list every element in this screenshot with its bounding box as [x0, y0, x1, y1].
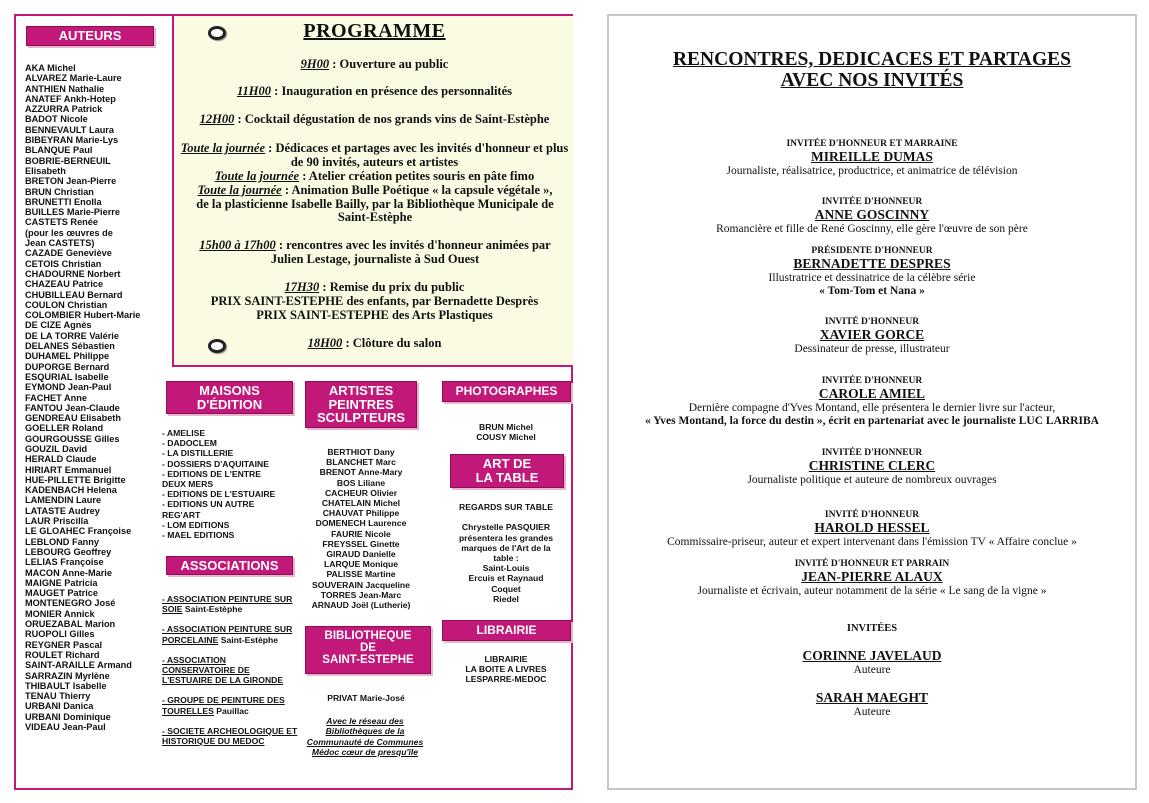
guest-desc: Romancière et fille de René Goscinny, elle gère l'œuvre de son père — [716, 223, 1028, 235]
guest-role: INVITÉ D'HONNEUR — [824, 317, 920, 327]
auteur-name: SAINT-ARAILLE Armand — [25, 660, 132, 671]
association-item: - ASSOCIATION PEINTURE SUR SOIE Saint-Estèphe — [162, 594, 293, 615]
maison-item: DEUX MERS — [162, 479, 214, 490]
guest-desc: « Yves Montand, la force du destin », écrit en partenariat avec le journaliste LUC LARRIBA — [645, 415, 1099, 427]
auteur-name: BENNEVAULT Laura — [25, 124, 114, 135]
artiste-name: ARNAUD Joël (Lutherie) — [311, 600, 411, 611]
guest-desc: « Tom-Tom et Nana » — [819, 285, 925, 297]
auteur-name: GOELLER Roland — [25, 423, 104, 434]
auteur-name: (pour les œuvres de — [25, 227, 113, 238]
maison-item: - DOSSIERS D'AQUITAINE — [162, 458, 269, 469]
association-item: - GROUPE DE PEINTURE DES TOURELLES Pauillac — [162, 695, 285, 716]
librairie-line: LESPARRE-MEDOC — [465, 674, 547, 685]
programme-item: 17H30 : Remise du prix du public — [284, 280, 465, 294]
maison-item: - MAEL EDITIONS — [162, 530, 235, 541]
programme-item: 9H00 : Ouverture au public — [300, 57, 449, 71]
auteur-name: MAUGET Patrice — [25, 588, 99, 599]
maisons-title: MAISONS D'ÉDITION — [166, 381, 293, 414]
photographe-name: BRUN Michel — [479, 422, 533, 432]
librairie-list — [436, 654, 576, 685]
invitee-desc: Auteure — [853, 664, 891, 676]
programme-item: 18H00 : Clôture du salon — [307, 336, 442, 350]
guest-name: HAROLD HESSEL — [814, 520, 930, 535]
art-table-line: REGARDS SUR TABLE — [459, 502, 553, 512]
auteur-name: CAZADE Geneviève — [25, 248, 112, 259]
art-table-line: Coquet — [491, 583, 521, 594]
auteur-name: HUE-PILLETTE Brigitte — [25, 474, 126, 485]
auteur-name: GOURGOUSSE Gilles — [25, 433, 120, 444]
auteur-name: ESQURIAL Isabelle — [25, 371, 109, 382]
programme-item: 11H00 : Inauguration en présence des personnalités — [236, 84, 513, 98]
guest-desc: Dernière compagne d'Yves Montand, elle présentera le dernier livre sur l'acteur, — [688, 402, 1056, 414]
auteur-name: CHUBILLEAU Bernard — [25, 289, 123, 300]
auteur-name: KADENBACH Helena — [25, 485, 117, 496]
auteur-name: BOBRIE-BERNEUIL — [25, 155, 111, 166]
artiste-name: TORRES Jean-Marc — [320, 589, 402, 600]
auteur-name: Elisabeth — [25, 165, 66, 176]
auteur-name: LATASTE Audrey — [25, 505, 100, 516]
artiste-name: BERTHIOT Dany — [327, 447, 395, 457]
programme-item: 12H00 : Cocktail dégustation de nos grands vins de Saint-Estèphe — [199, 112, 550, 126]
auteur-name: THIBAULT Isabelle — [25, 680, 107, 691]
guest-name: CAROLE AMIEL — [818, 386, 926, 401]
auteur-name: FANTOU Jean-Claude — [25, 402, 120, 413]
auteur-name: LAMENDIN Laure — [25, 495, 102, 506]
auteur-name: SARRAZIN Myrlène — [25, 670, 110, 681]
maison-item: - LOM EDITIONS — [162, 519, 230, 530]
auteur-name: LELIAS Françoise — [25, 557, 104, 568]
artiste-name: GIRAUD Danielle — [326, 549, 396, 560]
art-table-line: Riedel — [493, 593, 519, 604]
artiste-name: SOUVERAIN Jacqueline — [312, 579, 410, 590]
auteur-name: BRUNETTI Enolla — [25, 196, 102, 207]
guest-name: BERNADETTE DESPRES — [793, 256, 951, 271]
associations-title: ASSOCIATIONS — [166, 556, 293, 575]
auteur-name: REYGNER Pascal — [25, 639, 103, 650]
art-table-line: Saint-Louis — [482, 563, 530, 574]
guest-name: ANNE GOSCINNY — [814, 207, 930, 222]
invitee-desc: Auteure — [853, 706, 891, 718]
auteur-name: ANATEF Ankh-Hotep — [25, 93, 116, 104]
auteur-name: GOUZIL David — [25, 443, 88, 454]
art-table-title: ART DE LA TABLE — [450, 454, 564, 488]
maison-item: - DADOCLEM — [162, 438, 217, 449]
auteur-name: CETOIS Christian — [25, 258, 102, 269]
artiste-name: CACHEUR Olivier — [324, 487, 398, 498]
programme-item: PRIX SAINT-ESTEPHE des Arts Plastiques — [256, 308, 493, 322]
auteur-name: DUHAMEL Philippe — [25, 351, 110, 362]
maison-item: - EDITIONS UN AUTRE — [162, 499, 255, 510]
bibliotheque-person: PRIVAT Marie-José — [327, 693, 405, 703]
auteur-name: ANTHIEN Nathalie — [25, 83, 105, 94]
guest-role: PRÉSIDENTE D'HONNEUR — [811, 246, 933, 256]
artiste-name: LARQUE Monique — [324, 559, 398, 570]
auteur-name: BRUN Christian — [25, 186, 94, 197]
auteur-name: LE GLOAHEC Françoise — [25, 526, 132, 537]
guest-name: XAVIER GORCE — [819, 327, 925, 342]
auteur-name: LEBLOND Fanny — [25, 536, 100, 547]
auteur-name: TENAU Thierry — [25, 691, 91, 702]
art-table-line: présentera les grandes — [458, 532, 554, 543]
auteur-name: LAUR Priscilla — [25, 516, 89, 527]
auteur-name: URBANI Dominique — [25, 711, 111, 722]
librairie-line: LA BOITE A LIVRES — [465, 664, 547, 675]
maison-item: - AMELISE — [162, 428, 206, 438]
programme-item: 15h00 à 17h00 : rencontres avec les invités d'honneur animées par Julien Lestage, journaliste à Sud Ouest — [199, 238, 551, 266]
guest-role: INVITÉE D'HONNEUR — [821, 197, 923, 207]
guest-desc: Dessinateur de presse, illustrateur — [794, 343, 950, 355]
guest-desc: Commissaire-priseur, auteur et expert intervenant dans l'émission TV « Affaire conclue » — [667, 536, 1077, 548]
maisons-list — [162, 428, 302, 540]
auteur-name: DELANES Sébastien — [25, 341, 115, 352]
auteur-name: BADOT Nicole — [25, 114, 88, 125]
auteur-name: RUOPOLI Gilles — [25, 629, 95, 640]
auteur-name: VIDEAU Jean-Paul — [25, 722, 106, 732]
guest-role: INVITÉE D'HONNEUR ET MARRAINE — [786, 139, 958, 149]
auteur-name: HERALD Claude — [25, 454, 97, 465]
maison-item: - LA DISTILLERIE — [162, 448, 234, 459]
auteur-name: ALVAREZ Marie-Laure — [25, 73, 122, 84]
auteurs-title: AUTEURS — [26, 26, 154, 46]
auteur-name: Jean CASTETS) — [25, 238, 95, 249]
auteur-name: ROULET Richard — [25, 649, 100, 660]
auteur-name: BRETON Jean-Pierre — [25, 176, 117, 187]
photographes-title: PHOTOGRAPHES — [442, 381, 571, 402]
guest-role: INVITÉE D'HONNEUR — [821, 448, 923, 458]
rencontres-title: RENCONTRES, DEDICACES ET PARTAGES AVEC NOS INVITÉS — [672, 49, 1072, 91]
auteur-name: MACON Anne-Marie — [25, 567, 112, 578]
art-table-line: Chrystelle PASQUIER — [461, 522, 551, 533]
photographe-name: COUSY Michel — [476, 432, 536, 443]
auteur-name: AZZURRA Patrick — [25, 104, 103, 115]
photographes-list — [436, 422, 576, 442]
auteur-name: BIBEYRAN Marie-Lys — [25, 135, 119, 146]
guest-desc: Illustratrice et dessinatrice de la célèbre série — [768, 272, 976, 284]
artiste-name: CHATELAIN Michel — [321, 498, 401, 509]
bibliotheque-title: BIBLIOTHEQUE DE SAINT-ESTEPHE — [305, 626, 431, 674]
maison-item: - EDITIONS DE L'ESTUAIRE — [162, 489, 276, 500]
auteur-name: MONIER Annick — [25, 608, 95, 619]
auteur-name: MAIGNE Patricia — [25, 577, 98, 588]
auteurs-column — [16, 16, 172, 788]
auteur-name: ORUEZABAL Marion — [25, 619, 116, 630]
association-item: - SOCIETE ARCHEOLOGIQUE ET HISTORIQUE DU MEDOC — [162, 725, 298, 747]
artiste-name: FREYSSEL Ginette — [322, 538, 400, 549]
programme-item: Toute la journée : Dédicaces et partages avec les invités d'honneur et plus de 90 invités, auteurs et artistes — [180, 141, 569, 169]
librairie-title: LIBRAIRIE — [442, 620, 571, 641]
guest-role: INVITÉ D'HONNEUR ET PARRAIN — [794, 559, 950, 569]
programme-title: PROGRAMME — [303, 20, 446, 42]
auteur-name: DE LA TORRE Valérie — [25, 330, 119, 341]
librairie-line: LIBRAIRIE — [484, 654, 528, 664]
artiste-name: BLANCHET Marc — [326, 457, 396, 468]
art-table-line: table : — [493, 553, 519, 564]
association-item: - ASSOCIATION PEINTURE SUR PORCELAINE Saint-Estèphe — [162, 624, 293, 645]
programme-box — [172, 16, 573, 367]
maison-item: - EDITIONS DE L'ENTRE — [162, 468, 261, 479]
invitee-name: SARAH MAEGHT — [815, 690, 929, 705]
artiste-name: CHAUVAT Philippe — [322, 508, 400, 519]
guest-desc: Journaliste, réalisatrice, productrice, et animatrice de télévision — [726, 165, 1018, 177]
guest-name: MIREILLE DUMAS — [811, 149, 933, 164]
artiste-name: DOMENECH Laurence — [315, 518, 407, 529]
guest-role: INVITÉ D'HONNEUR — [824, 510, 920, 520]
invitees-title: INVITÉES — [846, 623, 898, 634]
programme-item: PRIX SAINT-ESTEPHE des enfants, par Bernadette Desprès — [210, 294, 539, 308]
association-item: - ASSOCIATION CONSERVATOIRE DE L'ESTUAIRE DE LA GIRONDE — [162, 654, 284, 686]
bibliotheque-note: Avec le réseau des Bibliothèques de la Communauté de Communes Médoc cœur de presqu'île — [306, 716, 424, 758]
artiste-name: BOS Liliane — [336, 477, 386, 488]
artiste-name: FAURIE Nicole — [331, 528, 391, 539]
auteur-name: LEBOURG Geoffrey — [25, 546, 112, 557]
auteur-name: AKA Michel — [25, 63, 76, 73]
artiste-name: PALISSE Martine — [326, 569, 396, 580]
auteur-name: HIRIART Emmanuel — [25, 464, 112, 475]
guest-desc: Journaliste politique et auteure de nombreux ouvrages — [747, 474, 997, 486]
auteur-name: CHAZEAU Patrice — [25, 279, 104, 290]
auteur-name: DE CIZE Agnès — [25, 320, 92, 331]
art-table-line: marques de l'Art de la — [461, 542, 551, 553]
auteur-name: MONTENEGRO José — [25, 598, 116, 609]
guest-name: JEAN-PIERRE ALAUX — [801, 569, 943, 584]
art-table-line — [436, 512, 576, 522]
guest-desc: Journaliste et écrivain, auteur notamment de la série « Le sang de la vigne » — [697, 585, 1047, 597]
programme-item: Toute la journée : Atelier création petites souris en pâte fimo — [214, 169, 535, 183]
guest-role: INVITÉE D'HONNEUR — [821, 376, 923, 386]
auteurs-list — [25, 63, 175, 732]
invitee-name: CORINNE JAVELAUD — [802, 648, 942, 663]
auteur-name: DUPORGE Bernard — [25, 361, 110, 372]
auteur-name: FACHET Anne — [25, 392, 87, 403]
auteur-name: BUILLES Marie-Pierre — [25, 207, 120, 218]
associations-list — [162, 594, 300, 746]
artistes-title: ARTISTES PEINTRES SCULPTEURS — [305, 381, 417, 428]
auteur-name: COULON Christian — [25, 299, 108, 310]
art-table-line: Ercuis et Raynaud — [468, 573, 544, 584]
maison-item: REG'ART — [162, 509, 201, 520]
artistes-list — [296, 447, 426, 610]
auteur-name: COLOMBIER Hubert-Marie — [25, 310, 141, 321]
art-table-list — [436, 502, 576, 604]
auteur-name: EYMOND Jean-Paul — [25, 382, 112, 393]
auteur-name: URBANI Danica — [25, 701, 94, 712]
auteur-name: GENDREAU Elisabeth — [25, 413, 121, 424]
auteur-name: BLANQUE Paul — [25, 145, 93, 156]
guest-name: CHRISTINE CLERC — [808, 458, 936, 473]
auteur-name: CASTETS Renée — [25, 217, 99, 228]
programme-item: Toute la journée : Animation Bulle Poétique « la capsule végétale », de la plasticienne Isabelle Bailly, par la Bibliothèque Municipale de Saint-Estèphe — [196, 183, 554, 224]
auteur-name: CHADOURNE Norbert — [25, 268, 121, 279]
artiste-name: BRENOT Anne-Mary — [319, 467, 403, 478]
left-page — [14, 14, 573, 790]
right-page — [607, 14, 1137, 790]
